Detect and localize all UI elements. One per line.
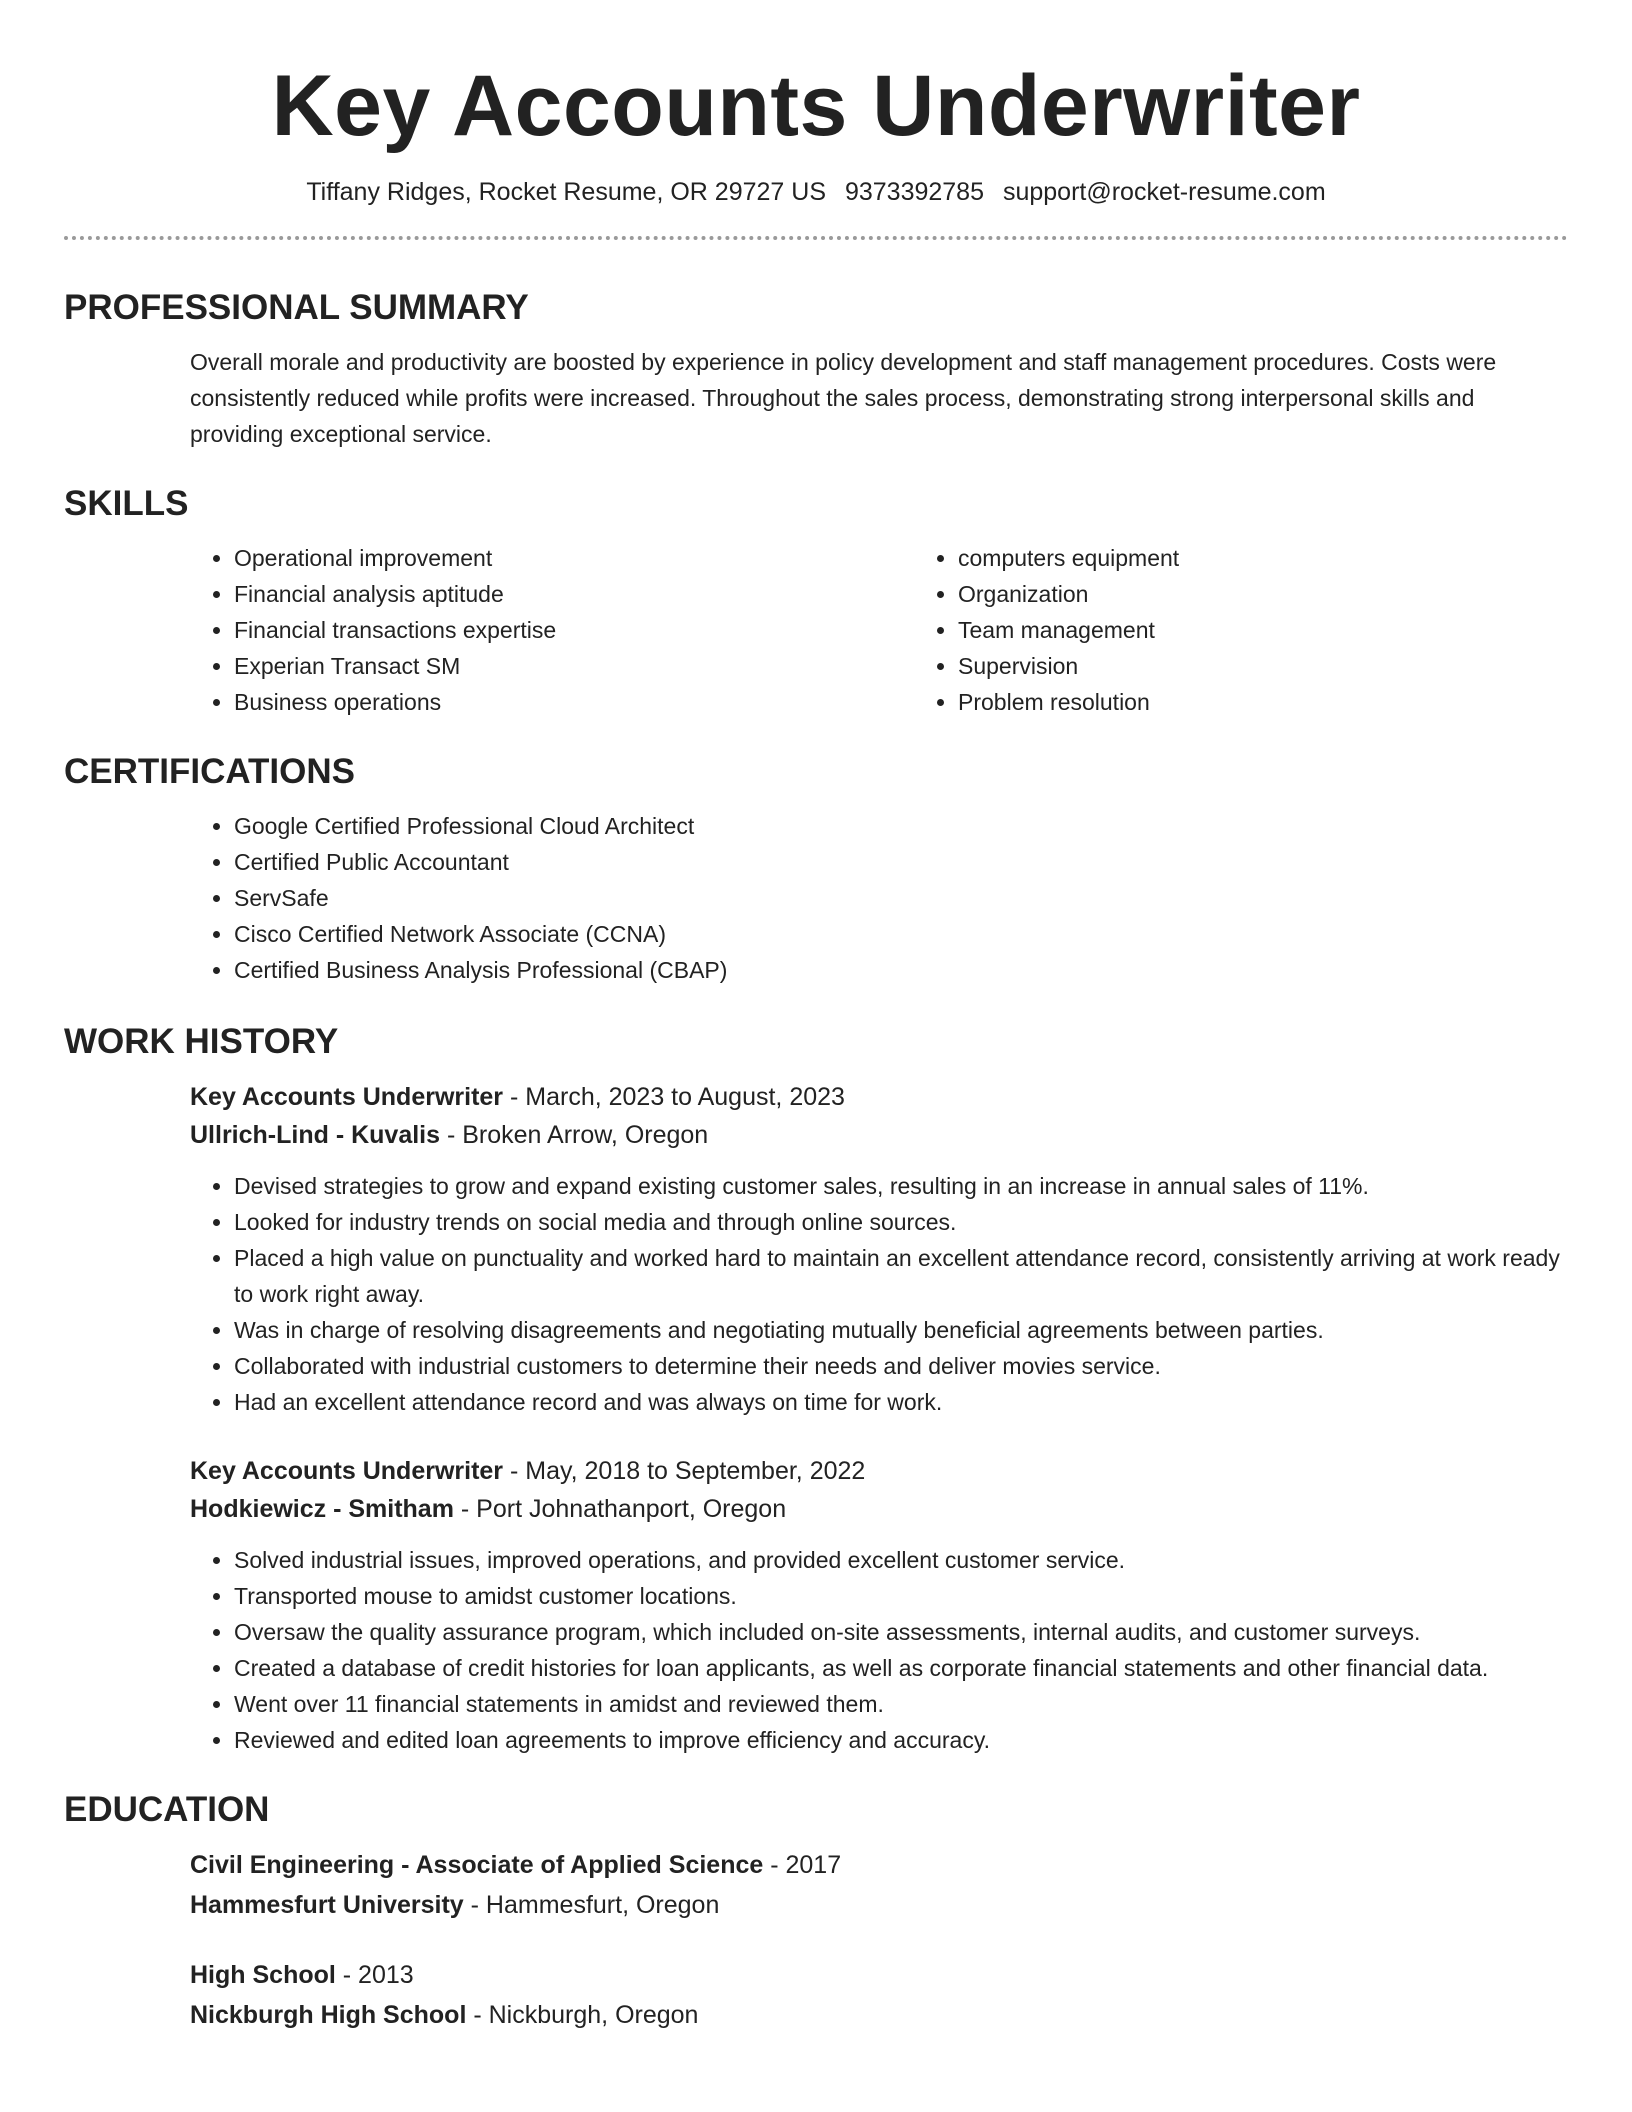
job-title-line bbox=[190, 1452, 1568, 1490]
education-degree: Civil Engineering - Associate of Applied Science bbox=[190, 1851, 764, 1879]
work-history-section bbox=[64, 1078, 1568, 1758]
list-item: • Experian Transact SM bbox=[234, 648, 914, 684]
certifications-list bbox=[190, 808, 1568, 988]
list-item: • Reviewed and edited loan agreements to improve efficiency and accuracy. bbox=[234, 1722, 1568, 1758]
job-dates: - May, 2018 to September, 2022 bbox=[503, 1457, 866, 1485]
list-item: • Placed a high value on punctuality and worked hard to maintain an excellent attendance record, consistently arriving at work ready to work right away. bbox=[234, 1240, 1568, 1312]
skills-heading: SKILLS bbox=[64, 484, 189, 523]
job-role: Key Accounts Underwriter bbox=[190, 1083, 504, 1111]
job-bullets bbox=[190, 1168, 1568, 1420]
list-item: • ServSafe bbox=[234, 880, 1568, 916]
job-role: Key Accounts Underwriter bbox=[190, 1457, 504, 1485]
list-item: • Financial transactions expertise bbox=[234, 612, 914, 648]
email: support@rocket-resume.com bbox=[1002, 178, 1326, 206]
list-item: • Supervision bbox=[958, 648, 1632, 684]
resume-title: Key Accounts Underwriter bbox=[271, 58, 1361, 154]
job-entry bbox=[190, 1078, 1568, 1420]
list-item: • Organization bbox=[958, 576, 1632, 612]
job-company: Hodkiewicz - Smitham bbox=[190, 1495, 454, 1523]
skills-list-left bbox=[190, 540, 914, 720]
education-school: Hammesfurt University bbox=[190, 1891, 464, 1919]
contact-line bbox=[64, 174, 1568, 210]
list-item: • Certified Business Analysis Professional (CBAP) bbox=[234, 952, 1568, 988]
education-spacer bbox=[190, 1924, 1568, 1956]
certifications-heading: CERTIFICATIONS bbox=[64, 752, 356, 791]
list-item: • Financial analysis aptitude bbox=[234, 576, 914, 612]
education-entry bbox=[190, 1956, 1568, 2034]
education-entry bbox=[190, 1846, 1568, 1924]
job-location: - Port Johnathanport, Oregon bbox=[453, 1495, 787, 1523]
job-dates: - March, 2023 to August, 2023 bbox=[503, 1083, 845, 1111]
education-location: - Hammesfurt, Oregon bbox=[463, 1891, 720, 1919]
education-degree: High School bbox=[190, 1961, 336, 1989]
education-year: - 2013 bbox=[335, 1961, 414, 1989]
summary-text: Overall morale and productivity are boosted by experience in policy development and staff management procedures. Costs were consistently reduced while profits were increased. Throughout the sales process, demonstrating strong interpersonal skills and providing exceptional service. bbox=[190, 349, 1497, 447]
summary-section bbox=[64, 344, 1568, 452]
list-item: • Operational improvement bbox=[234, 540, 914, 576]
list-item: • Devised strategies to grow and expand existing customer sales, resulting in an increase in annual sales of 11%. bbox=[234, 1168, 1568, 1204]
certifications-section bbox=[64, 808, 1568, 988]
list-item: • Business operations bbox=[234, 684, 914, 720]
job-company-line bbox=[190, 1116, 1568, 1154]
list-item: • Created a database of credit histories for loan applicants, as well as corporate financial statements and other financial data. bbox=[234, 1650, 1568, 1686]
education-degree-line bbox=[190, 1956, 1568, 1994]
job-title-line bbox=[190, 1078, 1568, 1116]
list-item: • Oversaw the quality assurance program, which included on-site assessments, internal audits, and customer surveys. bbox=[234, 1614, 1568, 1650]
job-spacer bbox=[190, 1420, 1568, 1452]
education-degree-line bbox=[190, 1846, 1568, 1884]
phone: 9373392785 bbox=[844, 178, 984, 206]
job-bullets bbox=[190, 1542, 1568, 1758]
education-section bbox=[64, 1846, 1568, 2034]
education-school: Nickburgh High School bbox=[190, 2001, 467, 2029]
list-item: • Collaborated with industrial customers to determine their needs and deliver movies service. bbox=[234, 1348, 1568, 1384]
education-location: - Nickburgh, Oregon bbox=[466, 2001, 699, 2029]
list-item: • Cisco Certified Network Associate (CCNA) bbox=[234, 916, 1568, 952]
job-company-line bbox=[190, 1490, 1568, 1528]
skills-list-right bbox=[914, 540, 1632, 720]
job-location: - Broken Arrow, Oregon bbox=[440, 1121, 709, 1149]
list-item: • Was in charge of resolving disagreements and negotiating mutually beneficial agreements between parties. bbox=[234, 1312, 1568, 1348]
list-item: • Team management bbox=[958, 612, 1632, 648]
list-item: • Certified Public Accountant bbox=[234, 844, 1568, 880]
job-entry bbox=[190, 1452, 1568, 1758]
education-school-line bbox=[190, 1886, 1568, 1924]
list-item: • Google Certified Professional Cloud Architect bbox=[234, 808, 1568, 844]
work-history-heading: WORK HISTORY bbox=[64, 1022, 339, 1061]
summary-heading: PROFESSIONAL SUMMARY bbox=[64, 288, 529, 327]
list-item: • Looked for industry trends on social media and through online sources. bbox=[234, 1204, 1568, 1240]
list-item: • Transported mouse to amidst customer locations. bbox=[234, 1578, 1568, 1614]
skills-grid bbox=[190, 540, 1568, 720]
header-divider bbox=[64, 236, 1568, 240]
list-item: • Had an excellent attendance record and was always on time for work. bbox=[234, 1384, 1568, 1420]
address: Tiffany Ridges, Rocket Resume, OR 29727 US bbox=[306, 178, 826, 206]
list-item: • computers equipment bbox=[958, 540, 1632, 576]
education-year: - 2017 bbox=[763, 1851, 842, 1879]
list-item: • Solved industrial issues, improved operations, and provided excellent customer service. bbox=[234, 1542, 1568, 1578]
education-heading: EDUCATION bbox=[64, 1790, 270, 1829]
list-item: • Problem resolution bbox=[958, 684, 1632, 720]
list-item: • Went over 11 financial statements in amidst and reviewed them. bbox=[234, 1686, 1568, 1722]
job-company: Ullrich-Lind - Kuvalis bbox=[190, 1121, 441, 1149]
skills-section bbox=[64, 540, 1568, 720]
education-school-line bbox=[190, 1996, 1568, 2034]
